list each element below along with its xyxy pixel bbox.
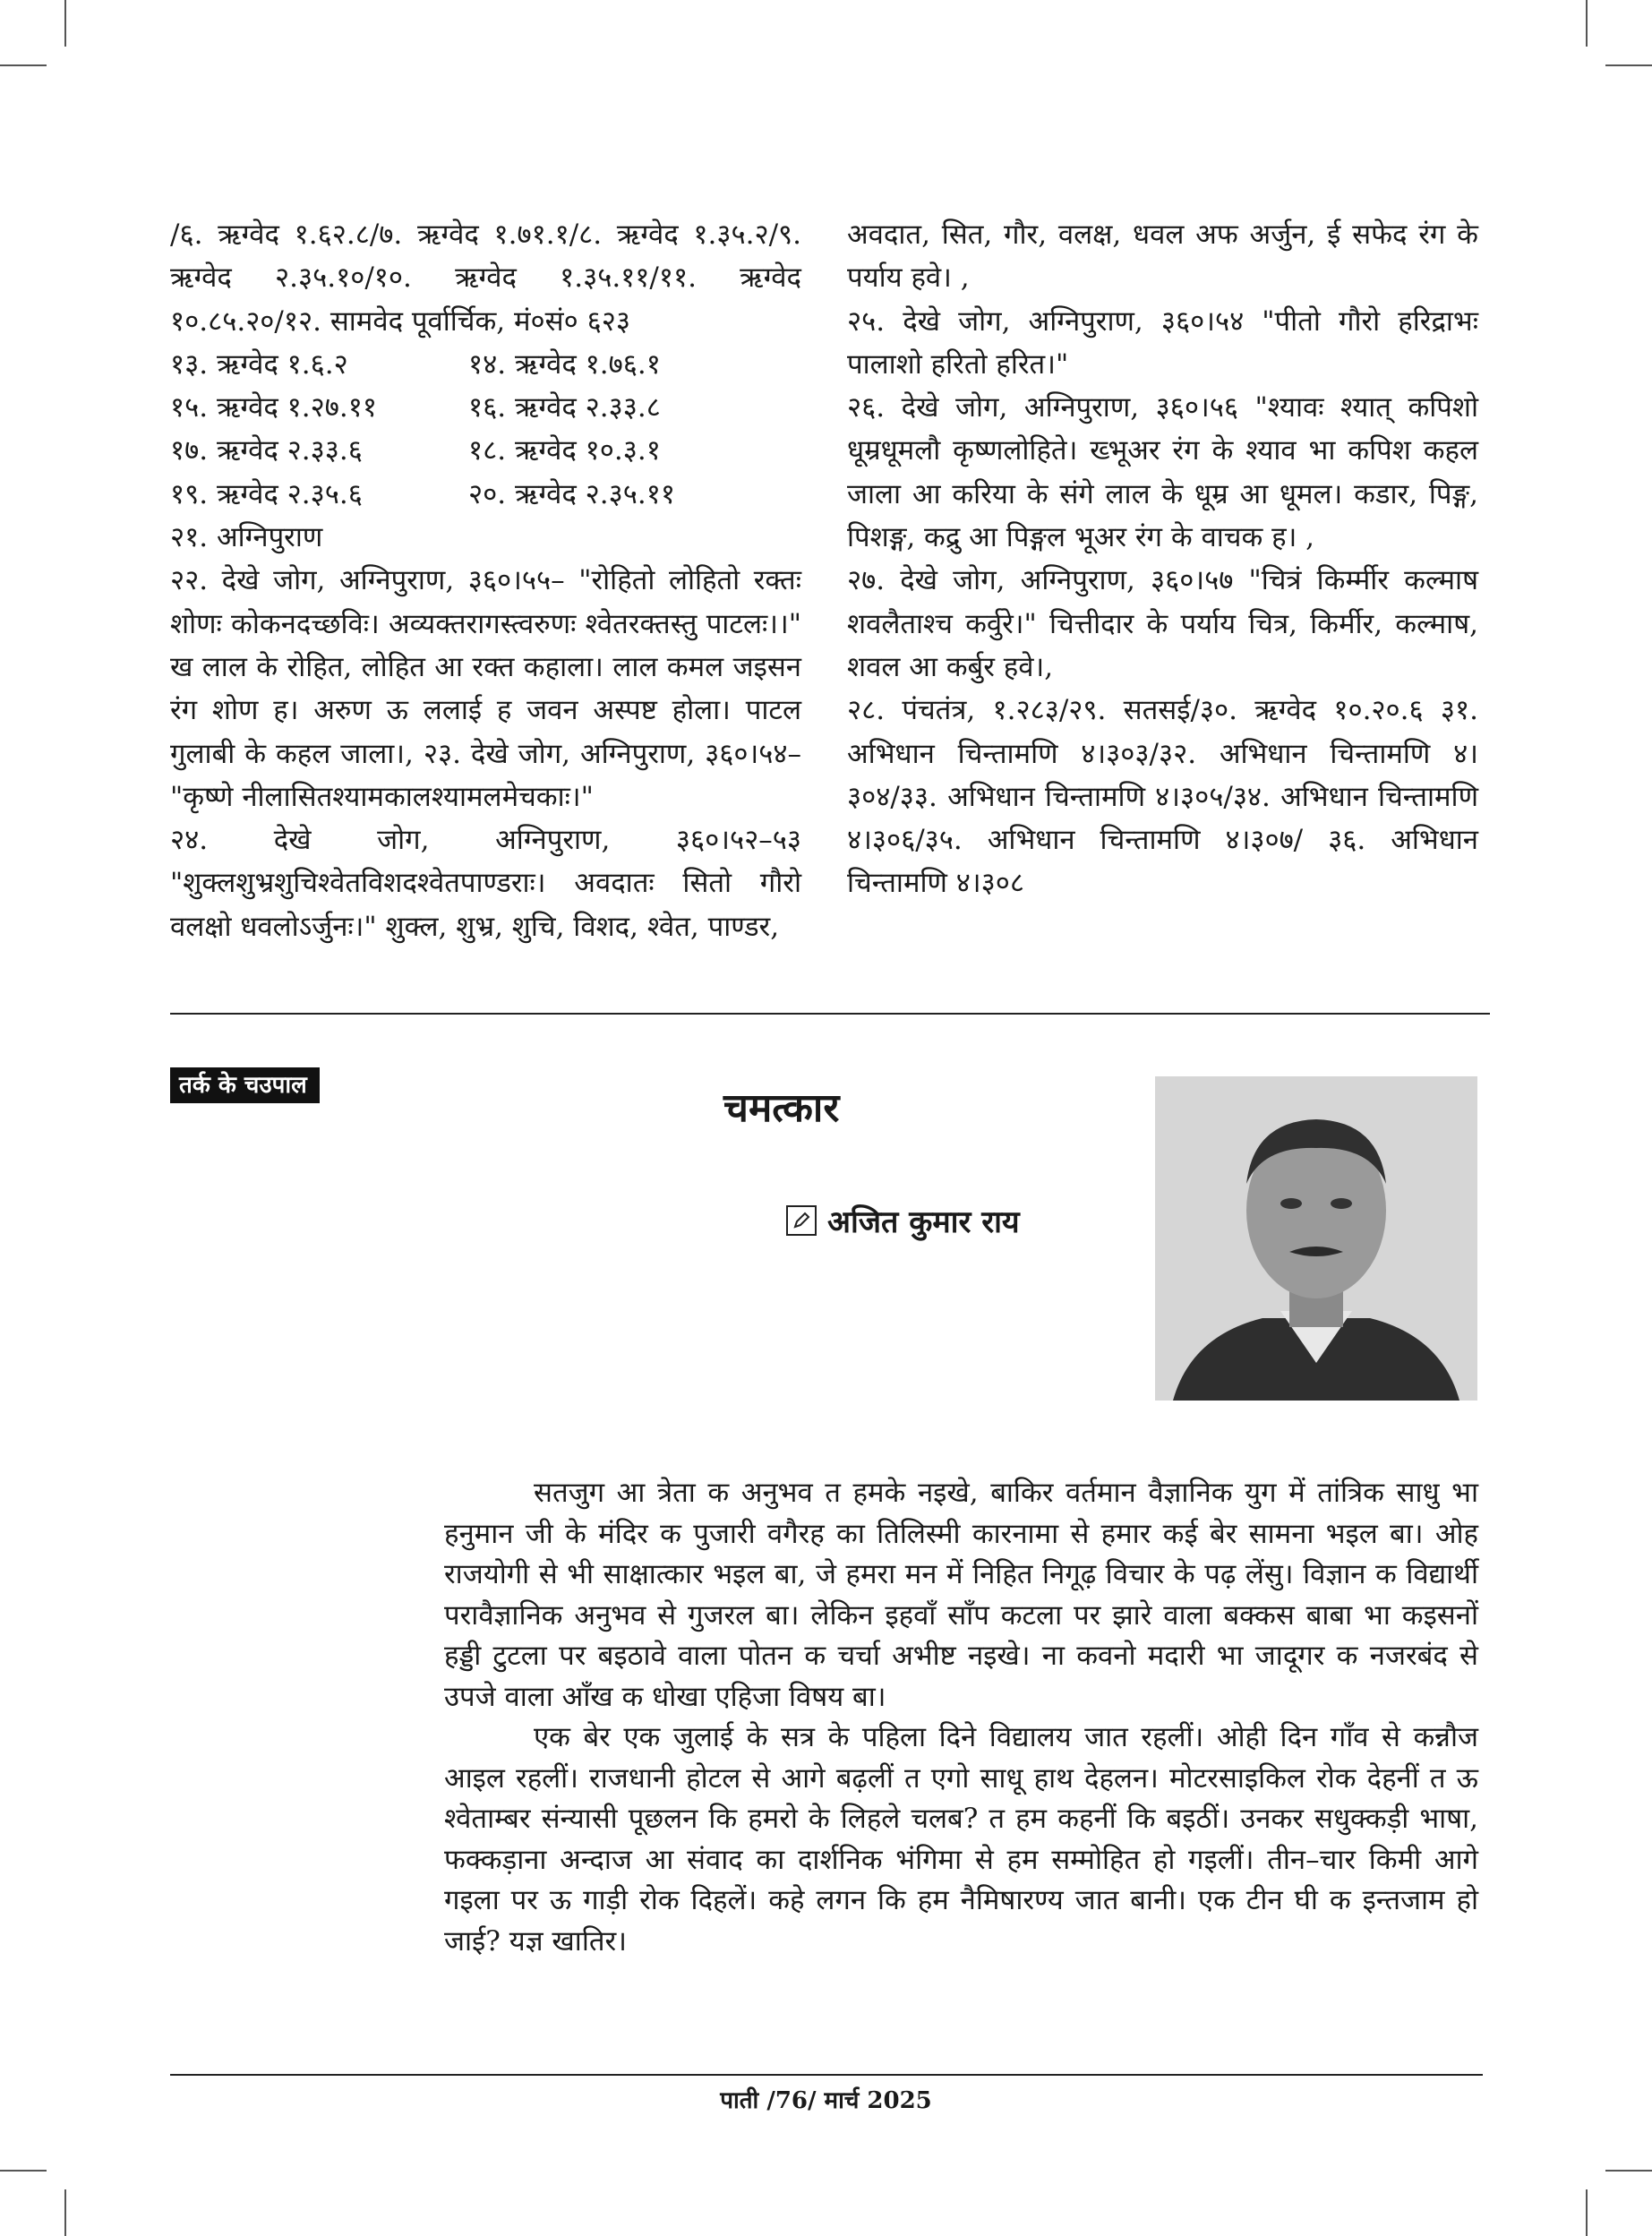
footnote-row — [170, 386, 801, 429]
footnote-ref: १७. ऋग्वेद २.३३.६ — [170, 434, 363, 467]
footnote-ref: १४. ऋग्वेद १.७६.१ — [468, 347, 661, 381]
article-paragraph: सतजुग आ त्रेता क अनुभव त हमके नइखे, बाकिर वर्तमान वैज्ञानिक युग में तांत्रिक साधु भा हनुमान जी के मंदिर क पुजारी वगैरह का तिलिस्मी कारनामा से हमार कई बेर सामना भइल बा। ओह राजयोगी से भी साक्षात्कार भइल बा, जे हमरा मन में निहित निगूढ़ विचार के पढ़ लेंसु। विज्ञान क विद्यार्थी परावैज्ञानिक अनुभव से गुजरल बा। लेकिन इहवाँ साँप कटला पर झारे वाला बक्कस बाबा भा कइसनों हड्डी टुटला पर बइठावे वाला पोतन क चर्चा अभीष्ट नइखे। ना कवनो मदारी भा जादूगर क नजरबंद से उपजे वाला आँख क धोखा एहिजा विषय बा। — [444, 1477, 1478, 1713]
crop-mark — [1605, 2170, 1652, 2172]
author-byline — [786, 1200, 1020, 1241]
crop-mark — [0, 64, 47, 66]
footnote-ref: २१. अग्निपुराण — [170, 521, 323, 554]
footnotes-left-column — [170, 213, 801, 948]
page-footer: पाती /76/ मार्च 2025 — [720, 2087, 932, 2114]
footnote-ref: १६. ऋग्वेद २.३३.८ — [468, 391, 661, 424]
footnote-block: २६. देखे जोग, अग्निपुराण, ३६०।५६ "श्यावः श्यात् कपिशो धूम्रधूमलौ कृष्णलोहिते। ख्भूअर रंग के श्याव भा कपिश कहल जाला आ करिया के संगे लाल के धूम्र आ धूमल। कडार, पिङ्ग, पिशङ्ग, कद्रु आ पिङ्गल भूअर रंग के वाचक ह। , — [847, 391, 1478, 554]
crop-mark — [64, 2189, 66, 2236]
footnote-block: २७. देखे जोग, अग्निपुराण, ३६०।५७ "चित्रं किर्म्मीर कल्माष शवलैताश्च कर्वुरे।" चित्तीदार के पर्याय चित्र, किर्मीर, कल्माष, शवल आ कर्बुर हवे।, — [847, 564, 1478, 683]
crop-mark — [1586, 0, 1588, 47]
crop-mark — [0, 2170, 47, 2172]
footnote-block: अवदात, सित, गौर, वलक्ष, धवल अफ अर्जुन, ई सफेद रंग के पर्याय हवे। , — [847, 218, 1478, 295]
crop-mark — [1586, 2189, 1588, 2236]
crop-mark — [64, 0, 66, 47]
footnote-block: २२. देखे जोग, अग्निपुराण, ३६०।५५– "रोहितो लोहितो रक्तः शोणः कोकनदच्छविः। अव्यक्तरागस्त्वरुणः श्वेतरक्तस्तु पाटलः।।" ख लाल के रोहित, लोहित आ रक्त कहाला। लाल कमल जइसन रंग शोण ह। अरुण ऊ ललाई ह जवन अस्पष्ट होला। पाटल गुलाबी के कहल जाला।, २३. देखे जोग, अग्निपुराण, ३६०।५४– "कृष्णे नीलासितश्यामकालश्यामलमेचकाः।" — [170, 564, 801, 813]
pen-icon — [786, 1205, 817, 1236]
footnote-block: /६. ऋग्वेद १.६२.८/७. ऋग्वेद १.७१.१/८. ऋग्वेद १.३५.२/९. ऋग्वेद २.३५.१०/१०. ऋग्वेद १.३५.११/११. ऋग्वेद १०.८५.२०/१२. सामवेद पूर्वार्चिक, मं०सं० ६२३ — [170, 218, 801, 338]
footer-divider — [170, 2074, 1483, 2076]
article-body — [444, 1473, 1478, 1962]
footnotes-right-column — [847, 213, 1478, 905]
footnote-ref: २०. ऋग्वेद २.३५.११ — [468, 477, 675, 510]
footnote-ref: १३. ऋग्वेद १.६.२ — [170, 347, 348, 381]
footnote-ref: १९. ऋग्वेद २.३५.६ — [170, 477, 363, 510]
footnote-row — [170, 343, 801, 386]
footnote-ref: १८. ऋग्वेद १०.३.१ — [468, 434, 661, 467]
section-divider — [170, 1013, 1490, 1015]
footnote-ref: १५. ऋग्वेद १.२७.११ — [170, 391, 377, 424]
article-paragraph: एक बेर एक जुलाई के सत्र के पहिला दिने विद्यालय जात रहलीं। ओही दिन गाँव से कन्नौज आइल रहलीं। राजधानी होटल से आगे बढ़लीं त एगो साधू हाथ देहलन। मोटरसाइकिल रोक देहनीं त ऊ श्वेताम्बर संन्यासी पूछलन कि हमरो के लिहले चलब? त हम कहनीं कि बइठीं। उनकर सधुक्कड़ी भाषा, फक्कड़ाना अन्दाज आ संवाद का दार्शनिक भंगिमा से हम सम्मोहित हो गइलीं। तीन–चार किमी आगे गइला पर ऊ गाड़ी रोक दिहलें। कहे लगन कि हम नैमिषारण्य जात बानी। एक टीन घी क इन्तजाम हो जाई? यज्ञ खातिर। — [444, 1721, 1478, 1958]
footnote-row — [170, 429, 801, 472]
crop-mark — [1605, 64, 1652, 66]
footnote-row — [170, 516, 801, 559]
section-tag: तर्क के चउपाल — [170, 1067, 320, 1103]
author-photo — [1155, 1076, 1477, 1401]
footnote-block: २८. पंचतंत्र, १.२८३/२९. सतसई/३०. ऋग्वेद १०.२०.६ ३१. अभिधान चिन्तामणि ४।३०३/३२. अभिधान चिन्तामणि ४।३०४/३३. अभिधान चिन्तामणि ४।३०५/३४. अभिधान चिन्तामणि ४।३०६/३५. अभिधान चिन्तामणि ४।३०७/ ३६. अभिधान चिन्तामणि ४।३०८ — [847, 694, 1478, 900]
footnote-row — [170, 473, 801, 516]
footnote-block: २५. देखे जोग, अग्निपुराण, ३६०।५४ "पीतो गौरो हरिद्राभः पालाशो हरितो हरित।" — [847, 304, 1478, 381]
footnote-block: २४. देखे जोग, अग्निपुराण, ३६०।५२–५३ "शुक्लशुभ्रशुचिश्वेतविशदश्वेतपाण्डराः। अवदातः सितो गौरो वलक्षो धवलोऽर्जुनः।" शुक्ल, शुभ्र, शुचि, विशद, श्वेत, पाण्डर, — [170, 824, 801, 943]
article-title: चमत्कार — [723, 1085, 840, 1131]
author-name: अजित कुमार राय — [827, 1204, 1020, 1240]
